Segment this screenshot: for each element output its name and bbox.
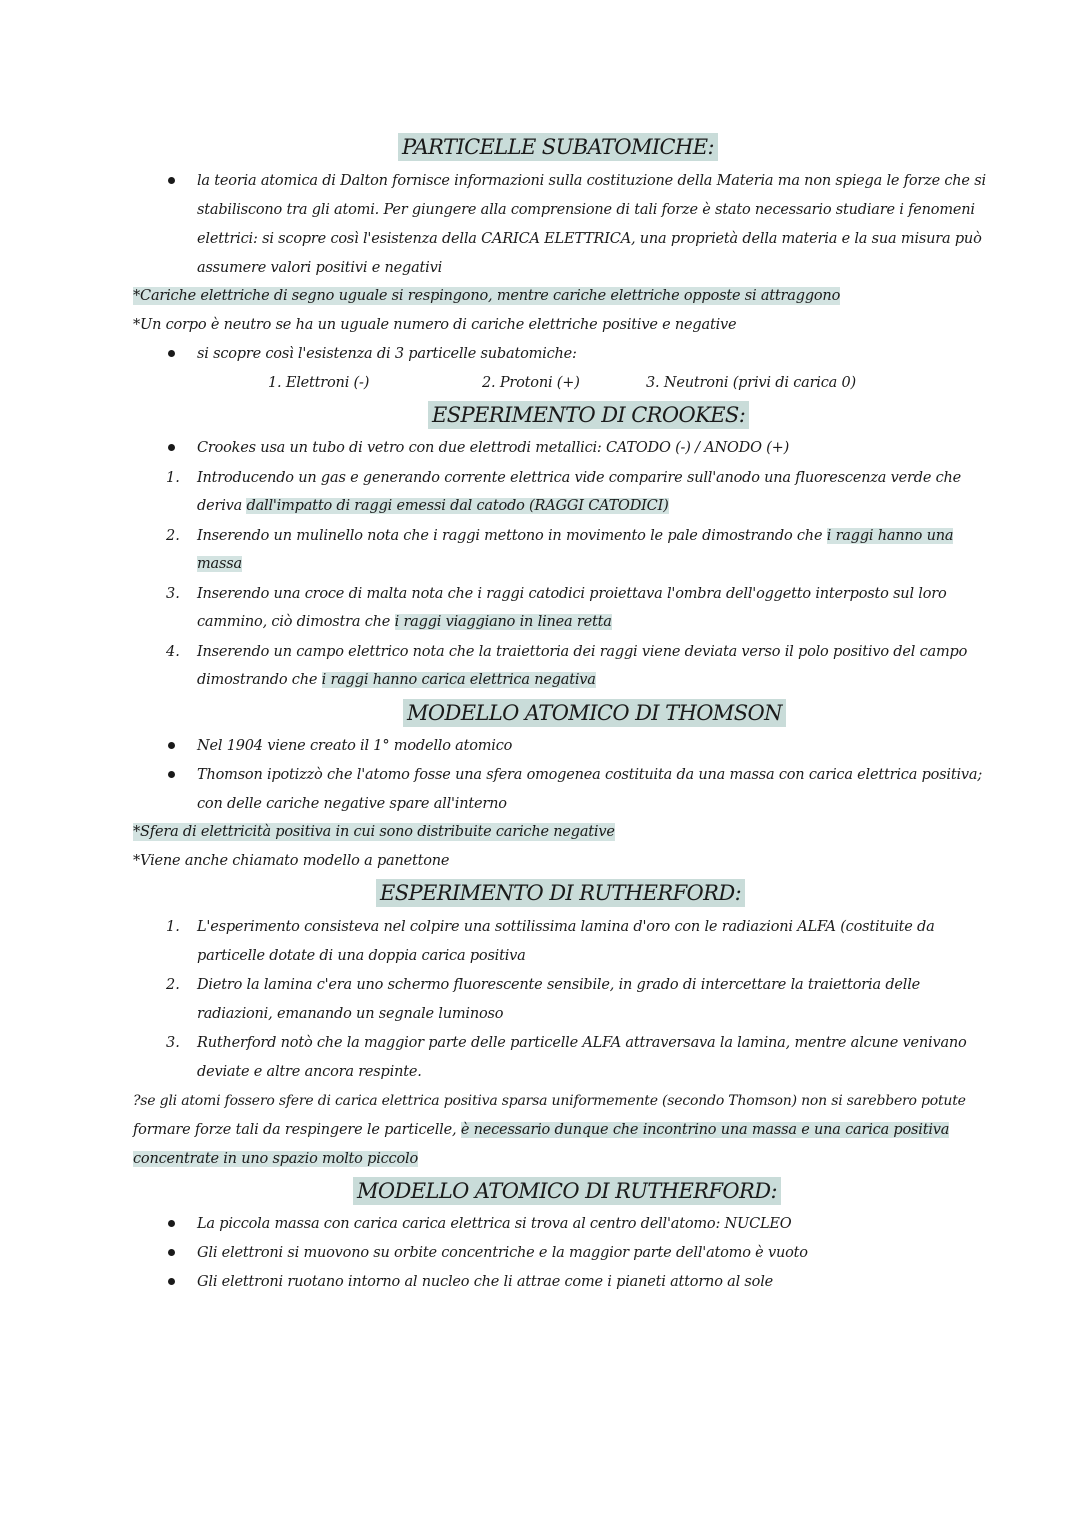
list-number: 3. (166, 1035, 180, 1051)
bullet-icon (168, 444, 175, 451)
list-number: 3. (166, 586, 180, 602)
section-title-rutherford-model: MODELLO ATOMICO DI RUTHERFORD: (353, 1177, 781, 1205)
paragraph-line: Gli elettroni si muovono su orbite concentriche e la maggior parte dell'atomo è vuoto (197, 1245, 808, 1261)
highlight: è necessario dunque che incontrino una massa e una carica positiva (460, 1122, 950, 1138)
section-title-rutherford-exp: ESPERIMENTO DI RUTHERFORD: (376, 879, 745, 907)
paragraph-line: radiazioni, emanando un segnale luminoso (197, 1006, 504, 1022)
paragraph-line: stabiliscono tra gli atomi. Per giungere alla comprensione di tali forze è stato necessario studiare i fenomeni (197, 202, 975, 218)
paragraph-line: Nel 1904 viene creato il 1° modello atomico (197, 738, 513, 754)
paragraph-line: Gli elettroni ruotano intorno al nucleo che li attrae come i pianeti attorno al sole (197, 1274, 774, 1290)
list-number: 1. (166, 470, 180, 486)
paragraph-line: particelle dotate di una doppia carica positiva (197, 948, 526, 964)
particle-protons: 2. Protoni (+) (482, 375, 580, 391)
highlight: i raggi viaggiano in linea retta (394, 614, 612, 630)
paragraph-line: Inserendo un campo elettrico nota che la traiettoria dei raggi viene deviata verso il polo positivo del campo (197, 644, 968, 660)
paragraph-line: dimostrando che i raggi hanno carica elettrica negativa (197, 672, 596, 688)
paragraph-line: elettrici: si scopre così l'esistenza della CARICA ELETTRICA, una proprietà della materia e la sua misura può (197, 231, 982, 247)
paragraph-line: Thomson ipotizzò che l'atomo fosse una sfera omogenea costituita da una massa con carica elettrica positiva; (197, 767, 983, 783)
bullet-icon (168, 350, 175, 357)
highlight: i raggi hanno una (826, 528, 954, 544)
paragraph-line: deviate e altre ancora respinte. (197, 1064, 422, 1080)
highlight: massa (197, 556, 242, 572)
paragraph-line: assumere valori positivi e negativi (197, 260, 443, 276)
note: *Viene anche chiamato modello a panettone (133, 853, 450, 869)
section-title-particelle: PARTICELLE SUBATOMICHE: (398, 133, 718, 161)
note-highlighted: *Sfera di elettricità positiva in cui sono distribuite cariche negative (133, 824, 615, 840)
paragraph-line: formare forze tali da respingere le particelle, è necessario dunque che incontrino una massa e una carica positiva (133, 1122, 950, 1138)
paragraph-line (133, 1150, 418, 1168)
note-highlighted: *Cariche elettriche di segno uguale si respingono, mentre cariche elettriche opposte si attraggono (133, 288, 841, 304)
bullet-icon (168, 177, 175, 184)
paragraph-line: si scopre così l'esistenza di 3 particelle subatomiche: (197, 346, 577, 362)
highlight: i raggi hanno carica elettrica negativa (321, 672, 596, 688)
bullet-icon (168, 771, 175, 778)
paragraph-line: La piccola massa con carica carica elettrica si trova al centro dell'atomo: NUCLEO (197, 1216, 792, 1232)
particle-neutrons: 3. Neutroni (privi di carica 0) (646, 375, 856, 391)
paragraph-line: Inserendo una croce di malta nota che i raggi catodici proiettava l'ombra dell'oggetto interposto sul loro (197, 586, 947, 602)
paragraph-line: Crookes usa un tubo di vetro con due elettrodi metallici: CATODO (-) / ANODO (+) (197, 440, 790, 456)
paragraph-line: deriva dall'impatto di raggi emessi dal catodo (RAGGI CATODICI) (197, 498, 669, 514)
section-title-thomson: MODELLO ATOMICO DI THOMSON (403, 699, 786, 727)
list-number: 1. (166, 919, 180, 935)
paragraph-line: L'esperimento consisteva nel colpire una sottilissima lamina d'oro con le radiazioni ALFA (costituite da (197, 919, 935, 935)
highlight: dall'impatto di raggi emessi dal catodo (RAGGI CATODICI) (246, 498, 669, 514)
paragraph-line: Inserendo un mulinello nota che i raggi mettono in movimento le pale dimostrando che i raggi hanno una (197, 528, 954, 544)
paragraph-line (197, 555, 242, 573)
bullet-icon (168, 742, 175, 749)
paragraph-line: ?se gli atomi fossero sfere di carica elettrica positiva sparsa uniformemente (secondo Thomson) non si sarebbero potute (133, 1093, 966, 1109)
list-number: 2. (166, 977, 180, 993)
bullet-icon (168, 1220, 175, 1227)
list-number: 4. (166, 644, 180, 660)
paragraph-line: Rutherford notò che la maggior parte delle particelle ALFA attraversava la lamina, mentre alcune venivano (197, 1035, 967, 1051)
paragraph-line: Introducendo un gas e generando corrente elettrica vide comparire sull'anodo una fluorescenza verde che (197, 470, 962, 486)
note: *Un corpo è neutro se ha un uguale numero di cariche elettriche positive e negative (133, 317, 737, 333)
paragraph-line: la teoria atomica di Dalton fornisce informazioni sulla costituzione della Materia ma non spiega le forze che si (197, 173, 986, 189)
list-number: 2. (166, 528, 180, 544)
paragraph-line: cammino, ciò dimostra che i raggi viaggiano in linea retta (197, 614, 612, 630)
bullet-icon (168, 1278, 175, 1285)
paragraph-line: Dietro la lamina c'era uno schermo fluorescente sensibile, in grado di intercettare la traiettoria delle (197, 977, 921, 993)
bullet-icon (168, 1249, 175, 1256)
section-title-crookes: ESPERIMENTO DI CROOKES: (428, 401, 749, 429)
paragraph-line: con delle cariche negative spare all'interno (197, 796, 507, 812)
highlight: concentrate in uno spazio molto piccolo (133, 1151, 418, 1167)
particle-electrons: 1. Elettroni (-) (268, 375, 370, 391)
